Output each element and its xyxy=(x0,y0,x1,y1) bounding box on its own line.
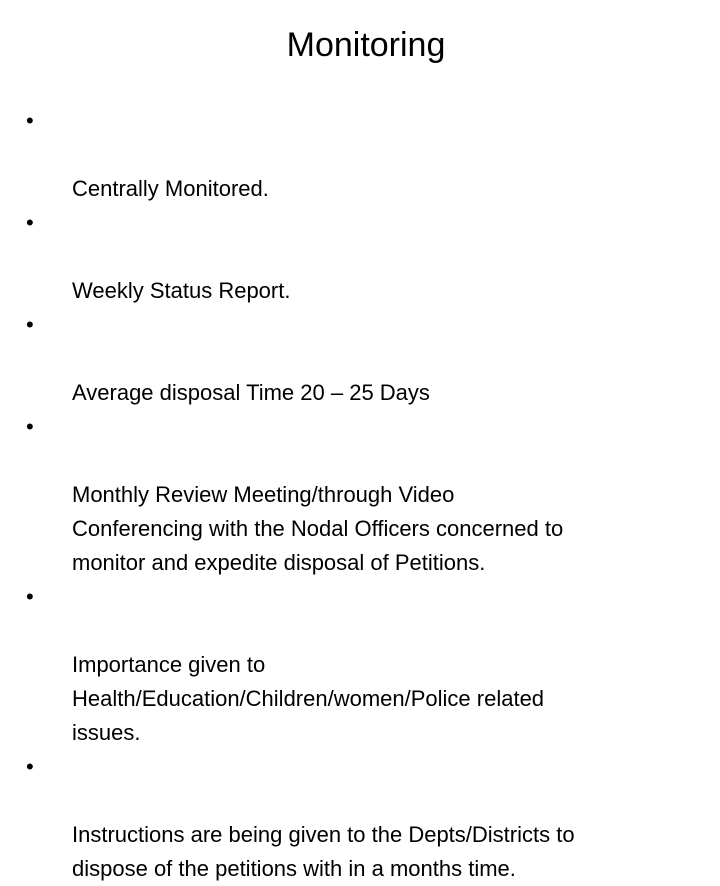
bullet-list xyxy=(0,104,720,886)
bullet-dot-icon: • xyxy=(26,312,34,337)
bullet-text-6: Instructions are being given to the Depts/Districts to dispose of the petitions with in a months time. xyxy=(72,822,575,881)
slide-title: Monitoring xyxy=(286,26,446,64)
bullet-item-1 xyxy=(0,104,720,206)
bullet-item-3 xyxy=(0,308,720,410)
bullet-dot-icon: • xyxy=(26,414,34,439)
bullet-text-1: Centrally Monitored. xyxy=(72,176,269,201)
bullet-text-2: Weekly Status Report. xyxy=(72,278,291,303)
bullet-item-2 xyxy=(0,206,720,308)
bullet-text-3: Average disposal Time 20 – 25 Days xyxy=(72,380,430,405)
bullet-text-5: Importance given to Health/Education/Children/women/Police related issues. xyxy=(72,652,545,745)
bullet-dot-icon: • xyxy=(26,210,34,235)
bullet-dot-icon: • xyxy=(26,584,34,609)
bullet-text-4: Monthly Review Meeting/through Video Conferencing with the Nodal Officers concerned to monitor and expedite disposal of Petitions. xyxy=(72,482,564,575)
bullet-item-6 xyxy=(0,750,720,886)
bullet-dot-icon: • xyxy=(26,108,34,133)
bullet-item-5 xyxy=(0,580,720,750)
bullet-dot-icon: • xyxy=(26,754,34,779)
bullet-item-4 xyxy=(0,410,720,580)
